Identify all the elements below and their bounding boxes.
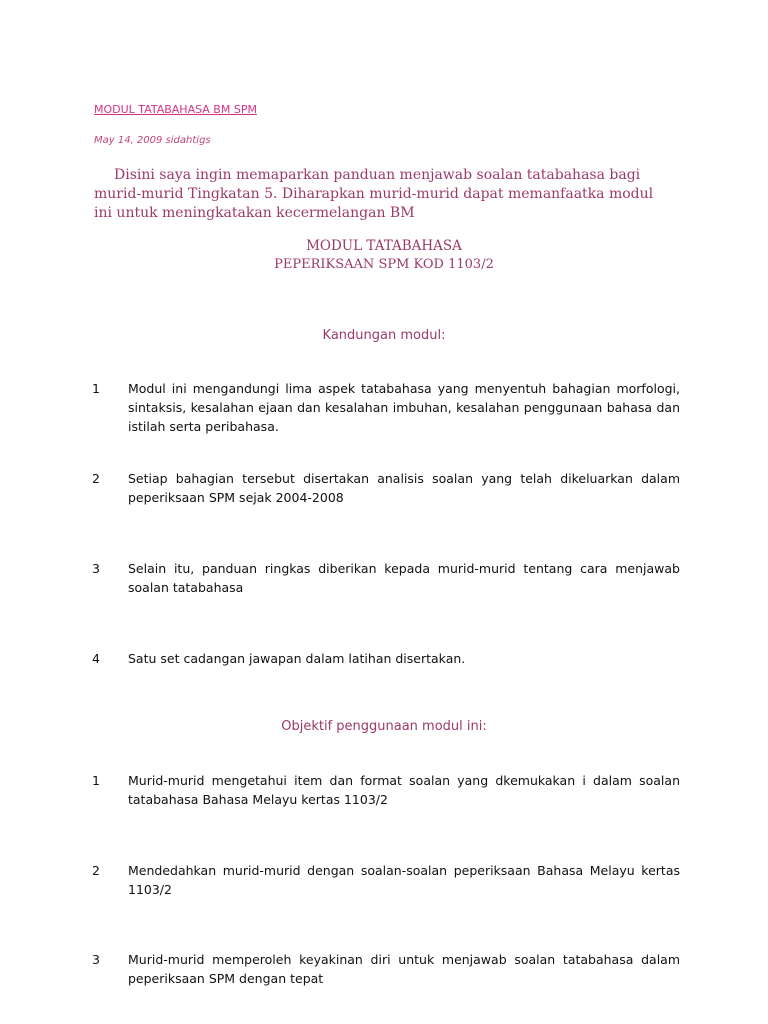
item-text: Setiap bahagian tersebut disertakan analisis soalan yang telah dikeluarkan dalam peperiksaan SPM sejak 2004-2008: [128, 471, 680, 505]
item-number: 4: [92, 651, 100, 666]
item-text: Murid-murid memperoleh keyakinan diri untuk menjawab soalan tatabahasa dalam peperiksaan SPM dengan tepat: [128, 952, 680, 986]
item-text: Murid-murid mengetahui item dan format soalan yang dkemukakan i dalam soalan tatabahasa Bahasa Melayu kertas 1103/2: [128, 773, 680, 807]
item-text: Satu set cadangan jawapan dalam latihan disertakan.: [128, 651, 466, 666]
item-number: 3: [92, 952, 100, 967]
objectives-item: [92, 771, 680, 809]
post-meta: May 14, 2009 sidahtigs: [94, 135, 211, 146]
module-heading: MODUL TATABAHASA: [306, 238, 462, 254]
item-number: 3: [92, 561, 100, 576]
intro-paragraph: Disini saya ingin memaparkan panduan menjawab soalan tatabahasa bagi murid-murid Tingkatan 5. Diharapkan murid-murid dapat memanfaatka modul ini untuk meningkatakan kecermelangan BM: [94, 167, 654, 221]
contents-item: [92, 379, 680, 436]
contents-heading: Kandungan modul:: [322, 328, 446, 343]
post-title-link[interactable]: MODUL TATABAHASA BM SPM: [94, 103, 257, 116]
contents-item: [92, 649, 680, 668]
item-text: Mendedahkan murid-murid dengan soalan-soalan peperiksaan Bahasa Melayu kertas 1103/2: [128, 863, 680, 897]
item-number: 2: [92, 863, 100, 878]
objectives-item: [92, 861, 680, 899]
contents-item: [92, 469, 680, 507]
item-text: Selain itu, panduan ringkas diberikan kepada murid-murid tentang cara menjawab soalan tatabahasa: [128, 561, 680, 595]
contents-item: [92, 559, 680, 597]
objectives-item: [92, 950, 680, 988]
objectives-heading: Objektif penggunaan modul ini:: [281, 719, 487, 734]
item-number: 1: [92, 381, 100, 396]
item-number: 2: [92, 471, 100, 486]
exam-heading: PEPERIKSAAN SPM KOD 1103/2: [274, 257, 494, 272]
item-number: 1: [92, 773, 100, 788]
item-text: Modul ini mengandungi lima aspek tatabahasa yang menyentuh bahagian morfologi, sintaksis, kesalahan ejaan dan kesalahan imbuhan, kesalahan penggunaan bahasa dan istilah serta peribahasa.: [128, 381, 680, 434]
